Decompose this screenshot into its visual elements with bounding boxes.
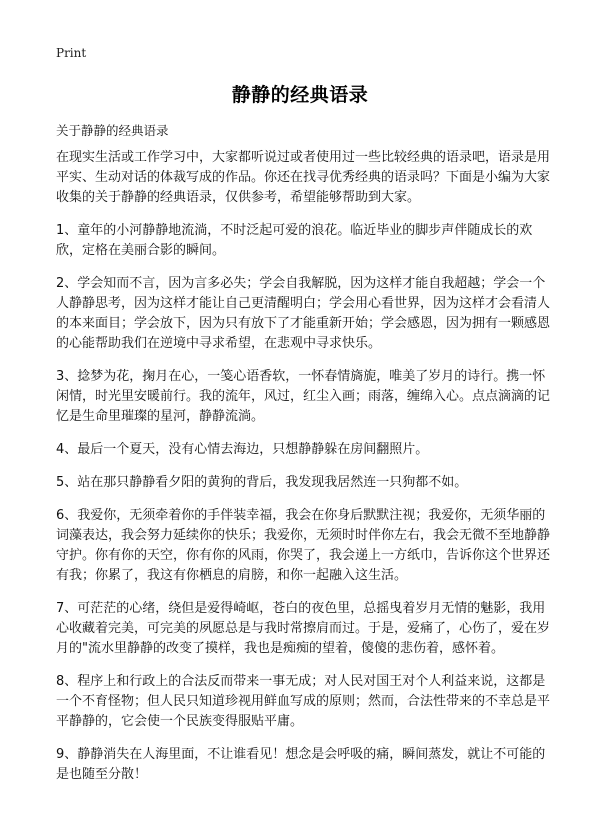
quote-paragraph-6: 6、我爱你，无须牵着你的手伴装幸福，我会在你身后默默注视；我爱你，无须华丽的词藻表达，我会努力延续你的快乐；我爱你，无须时时伴你左右，我会无微不至地静静守护。你有你的天空，你有你的风雨，你哭了，我会递上一方纸巾，告诉你这个世界还有我；你累了，我这有你栖息的肩膀，和你一起融入这生活。 <box>56 508 551 583</box>
intro-paragraph: 在现实生活或工作学习中，大家都听说过或者使用过一些比较经典的语录吧，语录是用平实、生动对话的体裁写成的作品。你还在找寻优秀经典的语录吗？下面是小编为大家收集的关于静静的经典语录，仅供参考，希望能够帮助到大家。 <box>56 150 551 205</box>
quote-paragraph-2: 2、学会知而不言，因为言多必失；学会自我解脱，因为这样才能自我超越；学会一个人静静思考，因为这样才能让自己更清醒明白；学会用心看世界，因为这样才会看清人的本来面目；学会放下，因为只有放下了才能重新开始；学会感恩，因为拥有一颗感恩的心能帮助我们在逆境中寻求希望，在悲观中寻求快乐。 <box>56 276 551 351</box>
quote-paragraph-5: 5、站在那只静静看夕阳的黄狗的背后，我发现我居然连一只狗都不如。 <box>56 475 468 490</box>
document-subtitle: 关于静静的经典语录 <box>56 123 169 138</box>
quote-paragraph-9: 9、静静消失在人海里面，不让谁看见！想念是会呼吸的痛，瞬间蒸发，就让不可能的是也随至分散！ <box>56 747 546 782</box>
quote-paragraph-8: 8、程序上和行政上的合法反而带来一事无成；对人民对国王对个人利益来说，这都是一个不育怪物；但人民只知道珍视用鲜血写成的原则；然而，合法性带来的不幸总是平平静静的，它会使一个民族变得服贴平庸。 <box>56 674 551 729</box>
quote-paragraph-7: 7、可茫茫的心绪，绕但是爱得崎岖，苍白的夜色里，总摇曳着岁月无情的魅影，我用心收藏着完美，可完美的夙愿总是与我时常擦肩而过。于是，爱痛了，心伤了，爱在岁月的"流水里静静的改变了摸样，我也是痴痴的望着，傻傻的悲伤着，感怀着。 <box>56 601 551 656</box>
quote-paragraph-4: 4、最后一个夏天，没有心情去海边，只想静静躲在房间翻照片。 <box>56 442 429 457</box>
document-body <box>56 148 552 798</box>
quote-paragraph-1: 1、童年的小河静静地流淌，不时泛起可爱的浪花。临近毕业的脚步声伴随成长的欢欣，定格在美丽合影的瞬间。 <box>56 223 533 258</box>
print-link[interactable]: Print <box>56 46 87 60</box>
quote-paragraph-3: 3、捻梦为花，掬月在心，一笺心语香软，一怀春情旖旎，唯美了岁月的诗行。携一怀闲情，时光里安暖前行。我的流年，风过，红尘入画；雨落，缠绵入心。点点滴滴的记忆是生命里璀璨的星河，静静流淌。 <box>56 369 551 424</box>
document-title: 静静的经典语录 <box>231 84 369 106</box>
